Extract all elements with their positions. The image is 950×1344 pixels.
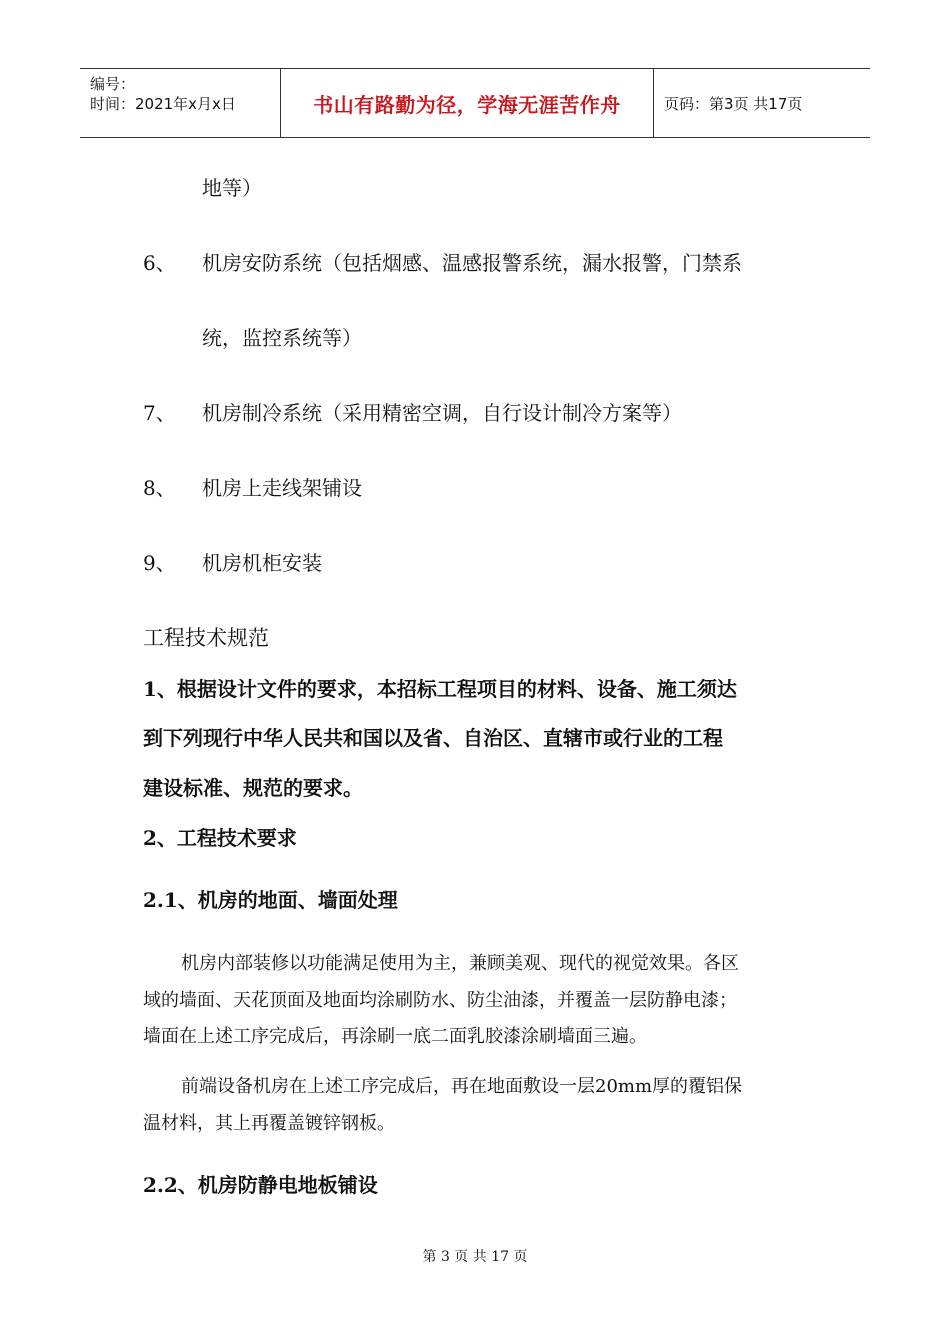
list-item-text: 机房安防系统（包括烟感、温感报警系统，漏水报警，门禁系 [202, 251, 742, 275]
list-item-number: 7、 [143, 401, 176, 425]
page-header [80, 68, 870, 138]
paragraph-line: 温材料，其上再覆盖镀锌钢板。 [143, 1113, 395, 1134]
paragraph-line: 机房内部装修以功能满足使用为主，兼顾美观、现代的视觉效果。各区 [181, 953, 739, 974]
body-line: 1、根据设计文件的要求，本招标工程项目的材料、设备、施工须达 [143, 677, 737, 701]
body-line: 建设标准、规范的要求。 [143, 776, 363, 800]
section-heading: 工程技术规范 [143, 626, 269, 650]
list-item-text: 机房上走线架铺设 [202, 476, 362, 500]
subheading: 2、工程技术要求 [143, 826, 297, 850]
list-item-number: 6、 [143, 251, 176, 275]
subheading: 2.2、机房防静电地板铺设 [143, 1173, 378, 1197]
list-item-number: 9、 [143, 551, 176, 575]
paragraph-line: 域的墙面、天花顶面及地面均涂刷防水、防尘油漆，并覆盖一层防静电漆； [143, 990, 737, 1011]
list-item-text: 机房制冷系统（采用精密空调，自行设计制冷方案等） [202, 401, 682, 425]
paragraph-line: 前端设备机房在上述工序完成后，再在地面敷设一层20mm厚的覆铝保 [181, 1076, 743, 1097]
serial-label: 编号： [90, 75, 136, 93]
list-continuation: 地等） [202, 176, 262, 200]
motto-text: 书山有路勤为径，学海无涯苦作舟 [313, 92, 621, 117]
paragraph-line: 墙面在上述工序完成后，再涂刷一底二面乳胶漆涂刷墙面三遍。 [143, 1026, 647, 1047]
header-meta [80, 69, 281, 137]
subheading: 2.1、机房的地面、墙面处理 [143, 888, 398, 912]
header-page-info: 页码：第3页 共17页 [664, 94, 803, 113]
header-page-cell [654, 69, 870, 137]
header-motto-cell [281, 69, 654, 137]
list-item-text: 机房机柜安装 [202, 551, 322, 575]
page-footer: 第 3 页 共 17 页 [422, 1249, 528, 1265]
body-line: 到下列现行中华人民共和国以及省、自治区、直辖市或行业的工程 [143, 726, 723, 750]
list-item-number: 8、 [143, 476, 176, 500]
list-item-text: 统，监控系统等） [202, 326, 362, 350]
date-label: 时间：2021年x月x日 [90, 95, 236, 113]
